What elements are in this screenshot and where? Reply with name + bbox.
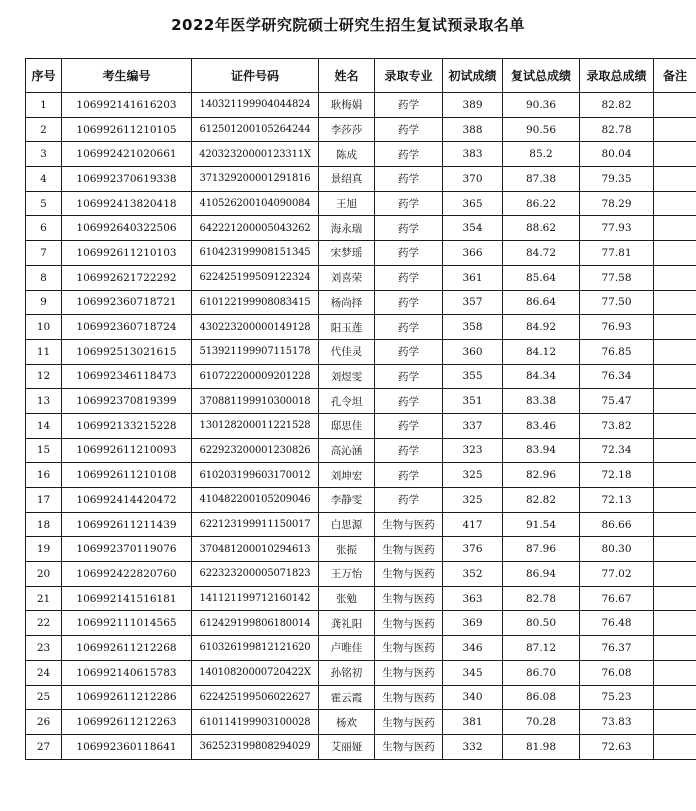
cell-candidate-no: 106992611210093	[62, 438, 192, 463]
cell-remarks	[654, 512, 696, 537]
cell-remarks	[654, 710, 696, 735]
cell-candidate-no: 106992413820418	[62, 191, 192, 216]
table-row	[26, 315, 696, 340]
cell-candidate-no: 106992111014565	[62, 611, 192, 636]
cell-seq: 22	[26, 611, 62, 636]
cell-seq: 17	[26, 488, 62, 513]
table-row	[26, 241, 696, 266]
cell-name: 龚礼阳	[319, 611, 375, 636]
cell-seq: 11	[26, 339, 62, 364]
cell-name: 景绍真	[319, 167, 375, 192]
cell-id-no: 370481200010294613	[192, 537, 319, 562]
cell-initial-score: 346	[443, 636, 503, 661]
cell-id-no: 610122199908083415	[192, 290, 319, 315]
cell-remarks	[654, 463, 696, 488]
cell-total-score: 77.81	[580, 241, 654, 266]
cell-seq: 20	[26, 562, 62, 587]
cell-seq: 24	[26, 660, 62, 685]
cell-initial-score: 325	[443, 488, 503, 513]
cell-major: 药学	[375, 488, 443, 513]
cell-name: 代佳灵	[319, 339, 375, 364]
cell-major: 生物与医药	[375, 537, 443, 562]
cell-total-score: 80.30	[580, 537, 654, 562]
cell-seq: 13	[26, 389, 62, 414]
cell-initial-score: 332	[443, 734, 503, 759]
cell-major: 药学	[375, 216, 443, 241]
cell-major: 药学	[375, 142, 443, 167]
cell-total-score: 75.23	[580, 685, 654, 710]
cell-id-no: 130128200011221528	[192, 413, 319, 438]
cell-retest-score: 83.38	[503, 389, 580, 414]
cell-name: 海永瑞	[319, 216, 375, 241]
cell-id-no: 371329200001291816	[192, 167, 319, 192]
cell-remarks	[654, 685, 696, 710]
cell-candidate-no: 106992611211439	[62, 512, 192, 537]
cell-candidate-no: 106992611210103	[62, 241, 192, 266]
cell-major: 药学	[375, 241, 443, 266]
header-seq: 序号	[26, 59, 62, 93]
cell-total-score: 78.29	[580, 191, 654, 216]
cell-retest-score: 84.72	[503, 241, 580, 266]
cell-total-score: 82.82	[580, 93, 654, 118]
cell-total-score: 76.67	[580, 586, 654, 611]
cell-initial-score: 366	[443, 241, 503, 266]
cell-initial-score: 381	[443, 710, 503, 735]
cell-id-no: 642221200005043262	[192, 216, 319, 241]
table-row	[26, 413, 696, 438]
cell-retest-score: 90.56	[503, 117, 580, 142]
header-id-no: 证件号码	[192, 59, 319, 93]
cell-name: 张振	[319, 537, 375, 562]
cell-initial-score: 323	[443, 438, 503, 463]
cell-retest-score: 87.12	[503, 636, 580, 661]
cell-initial-score: 363	[443, 586, 503, 611]
cell-retest-score: 83.94	[503, 438, 580, 463]
cell-name: 李莎莎	[319, 117, 375, 142]
table-row	[26, 364, 696, 389]
cell-initial-score: 369	[443, 611, 503, 636]
cell-name: 杨尚择	[319, 290, 375, 315]
cell-retest-score: 86.22	[503, 191, 580, 216]
cell-remarks	[654, 265, 696, 290]
header-major: 录取专业	[375, 59, 443, 93]
cell-seq: 21	[26, 586, 62, 611]
cell-name: 刘煜雯	[319, 364, 375, 389]
cell-seq: 2	[26, 117, 62, 142]
cell-remarks	[654, 562, 696, 587]
cell-initial-score: 358	[443, 315, 503, 340]
cell-name: 高沁涵	[319, 438, 375, 463]
cell-remarks	[654, 488, 696, 513]
cell-total-score: 72.63	[580, 734, 654, 759]
cell-remarks	[654, 167, 696, 192]
cell-total-score: 75.47	[580, 389, 654, 414]
table-row	[26, 463, 696, 488]
cell-name: 艾丽娅	[319, 734, 375, 759]
table-row	[26, 216, 696, 241]
cell-initial-score: 383	[443, 142, 503, 167]
table-row	[26, 710, 696, 735]
cell-remarks	[654, 734, 696, 759]
cell-initial-score: 370	[443, 167, 503, 192]
cell-seq: 12	[26, 364, 62, 389]
cell-initial-score: 325	[443, 463, 503, 488]
cell-total-score: 76.08	[580, 660, 654, 685]
cell-candidate-no: 106992611212263	[62, 710, 192, 735]
cell-id-no: 42032320000123311X	[192, 142, 319, 167]
cell-major: 药学	[375, 117, 443, 142]
cell-initial-score: 417	[443, 512, 503, 537]
cell-id-no: 622425199509122324	[192, 265, 319, 290]
cell-remarks	[654, 142, 696, 167]
cell-seq: 1	[26, 93, 62, 118]
cell-name: 卢唯佳	[319, 636, 375, 661]
cell-total-score: 80.04	[580, 142, 654, 167]
cell-id-no: 610722200009201228	[192, 364, 319, 389]
cell-remarks	[654, 413, 696, 438]
cell-total-score: 76.93	[580, 315, 654, 340]
cell-retest-score: 82.78	[503, 586, 580, 611]
cell-total-score: 86.66	[580, 512, 654, 537]
cell-major: 药学	[375, 463, 443, 488]
cell-remarks	[654, 389, 696, 414]
table-row	[26, 117, 696, 142]
cell-candidate-no: 106992611210108	[62, 463, 192, 488]
cell-major: 生物与医药	[375, 586, 443, 611]
cell-major: 生物与医药	[375, 611, 443, 636]
cell-major: 药学	[375, 339, 443, 364]
cell-remarks	[654, 339, 696, 364]
cell-candidate-no: 106992414420472	[62, 488, 192, 513]
cell-remarks	[654, 611, 696, 636]
cell-name: 霍云霞	[319, 685, 375, 710]
cell-name: 王旭	[319, 191, 375, 216]
table-row	[26, 660, 696, 685]
admission-list-table	[25, 58, 696, 760]
cell-candidate-no: 106992360718721	[62, 290, 192, 315]
cell-remarks	[654, 586, 696, 611]
cell-retest-score: 86.70	[503, 660, 580, 685]
cell-retest-score: 81.98	[503, 734, 580, 759]
cell-initial-score: 352	[443, 562, 503, 587]
cell-total-score: 76.37	[580, 636, 654, 661]
cell-candidate-no: 106992640322506	[62, 216, 192, 241]
cell-retest-score: 88.62	[503, 216, 580, 241]
cell-major: 药学	[375, 93, 443, 118]
cell-retest-score: 87.38	[503, 167, 580, 192]
table-row	[26, 389, 696, 414]
cell-id-no: 430223200000149128	[192, 315, 319, 340]
table-row	[26, 586, 696, 611]
table-body	[26, 93, 696, 760]
table-row	[26, 562, 696, 587]
cell-retest-score: 86.08	[503, 685, 580, 710]
cell-id-no: 622323200005071823	[192, 562, 319, 587]
cell-candidate-no: 106992360718724	[62, 315, 192, 340]
cell-seq: 9	[26, 290, 62, 315]
header-candidate-no: 考生编号	[62, 59, 192, 93]
table-row	[26, 339, 696, 364]
table-row	[26, 636, 696, 661]
cell-remarks	[654, 636, 696, 661]
cell-major: 药学	[375, 413, 443, 438]
cell-name: 杨欢	[319, 710, 375, 735]
cell-remarks	[654, 438, 696, 463]
table-row	[26, 685, 696, 710]
table-row	[26, 611, 696, 636]
cell-seq: 26	[26, 710, 62, 735]
cell-seq: 19	[26, 537, 62, 562]
cell-total-score: 77.58	[580, 265, 654, 290]
cell-candidate-no: 106992370119076	[62, 537, 192, 562]
cell-remarks	[654, 241, 696, 266]
table-row	[26, 142, 696, 167]
cell-seq: 16	[26, 463, 62, 488]
header-retest-score: 复试总成绩	[503, 59, 580, 93]
cell-id-no: 610114199903100028	[192, 710, 319, 735]
cell-major: 药学	[375, 315, 443, 340]
cell-retest-score: 82.96	[503, 463, 580, 488]
cell-id-no: 612501200105264244	[192, 117, 319, 142]
table-row	[26, 290, 696, 315]
cell-remarks	[654, 315, 696, 340]
cell-major: 生物与医药	[375, 636, 443, 661]
cell-remarks	[654, 290, 696, 315]
cell-initial-score: 388	[443, 117, 503, 142]
cell-candidate-no: 106992621722292	[62, 265, 192, 290]
cell-seq: 18	[26, 512, 62, 537]
cell-major: 药学	[375, 167, 443, 192]
cell-candidate-no: 106992346118473	[62, 364, 192, 389]
cell-total-score: 76.85	[580, 339, 654, 364]
cell-remarks	[654, 364, 696, 389]
cell-candidate-no: 106992140615783	[62, 660, 192, 685]
cell-seq: 14	[26, 413, 62, 438]
cell-seq: 3	[26, 142, 62, 167]
cell-initial-score: 354	[443, 216, 503, 241]
cell-candidate-no: 106992370819399	[62, 389, 192, 414]
cell-seq: 6	[26, 216, 62, 241]
cell-candidate-no: 106992611212268	[62, 636, 192, 661]
cell-id-no: 622923200001230826	[192, 438, 319, 463]
header-remarks: 备注	[654, 59, 696, 93]
cell-initial-score: 351	[443, 389, 503, 414]
cell-id-no: 610203199603170012	[192, 463, 319, 488]
cell-major: 生物与医药	[375, 734, 443, 759]
cell-initial-score: 337	[443, 413, 503, 438]
cell-remarks	[654, 216, 696, 241]
cell-seq: 25	[26, 685, 62, 710]
cell-retest-score: 84.92	[503, 315, 580, 340]
cell-candidate-no: 106992422820760	[62, 562, 192, 587]
cell-initial-score: 345	[443, 660, 503, 685]
cell-total-score: 73.83	[580, 710, 654, 735]
cell-name: 陈成	[319, 142, 375, 167]
cell-id-no: 362523199808294029	[192, 734, 319, 759]
cell-retest-score: 83.46	[503, 413, 580, 438]
table-row	[26, 167, 696, 192]
cell-total-score: 72.18	[580, 463, 654, 488]
table-row	[26, 512, 696, 537]
cell-id-no: 622123199911150017	[192, 512, 319, 537]
table-row	[26, 191, 696, 216]
cell-remarks	[654, 660, 696, 685]
table-row	[26, 265, 696, 290]
cell-id-no: 513921199907115178	[192, 339, 319, 364]
cell-id-no: 410482200105209046	[192, 488, 319, 513]
table-row	[26, 93, 696, 118]
cell-total-score: 76.34	[580, 364, 654, 389]
header-total-score: 录取总成绩	[580, 59, 654, 93]
cell-initial-score: 389	[443, 93, 503, 118]
cell-id-no: 610326199812121620	[192, 636, 319, 661]
cell-retest-score: 85.2	[503, 142, 580, 167]
cell-major: 药学	[375, 364, 443, 389]
cell-id-no: 410526200104090084	[192, 191, 319, 216]
cell-retest-score: 91.54	[503, 512, 580, 537]
table-row	[26, 537, 696, 562]
cell-total-score: 82.78	[580, 117, 654, 142]
cell-retest-score: 86.64	[503, 290, 580, 315]
cell-total-score: 77.93	[580, 216, 654, 241]
cell-major: 生物与医药	[375, 685, 443, 710]
cell-id-no: 612429199806180014	[192, 611, 319, 636]
cell-name: 邸思佳	[319, 413, 375, 438]
cell-retest-score: 85.64	[503, 265, 580, 290]
cell-major: 生物与医药	[375, 562, 443, 587]
cell-name: 孔令坦	[319, 389, 375, 414]
cell-initial-score: 365	[443, 191, 503, 216]
cell-total-score: 77.50	[580, 290, 654, 315]
cell-initial-score: 355	[443, 364, 503, 389]
cell-id-no: 370881199910300018	[192, 389, 319, 414]
cell-initial-score: 376	[443, 537, 503, 562]
cell-initial-score: 361	[443, 265, 503, 290]
cell-seq: 4	[26, 167, 62, 192]
cell-major: 药学	[375, 389, 443, 414]
cell-initial-score: 357	[443, 290, 503, 315]
cell-candidate-no: 106992611212286	[62, 685, 192, 710]
cell-name: 王万怡	[319, 562, 375, 587]
cell-id-no: 622425199506022627	[192, 685, 319, 710]
cell-initial-score: 360	[443, 339, 503, 364]
cell-total-score: 77.02	[580, 562, 654, 587]
cell-name: 刘喜荣	[319, 265, 375, 290]
cell-seq: 27	[26, 734, 62, 759]
cell-candidate-no: 106992513021615	[62, 339, 192, 364]
cell-major: 生物与医药	[375, 512, 443, 537]
header-name: 姓名	[319, 59, 375, 93]
cell-major: 药学	[375, 438, 443, 463]
page-title: 2022年医学研究院硕士研究生招生复试预录取名单	[171, 16, 525, 34]
cell-seq: 8	[26, 265, 62, 290]
cell-major: 药学	[375, 191, 443, 216]
cell-candidate-no: 106992421020661	[62, 142, 192, 167]
cell-name: 孙铭初	[319, 660, 375, 685]
table-row	[26, 488, 696, 513]
cell-candidate-no: 106992360118641	[62, 734, 192, 759]
cell-total-score: 72.13	[580, 488, 654, 513]
cell-id-no: 14010820000720422X	[192, 660, 319, 685]
cell-total-score: 72.34	[580, 438, 654, 463]
header-initial-score: 初试成绩	[443, 59, 503, 93]
cell-id-no: 140321199904044824	[192, 93, 319, 118]
cell-remarks	[654, 93, 696, 118]
cell-retest-score: 82.82	[503, 488, 580, 513]
cell-name: 阳玉莲	[319, 315, 375, 340]
cell-total-score: 79.35	[580, 167, 654, 192]
cell-candidate-no: 106992370619338	[62, 167, 192, 192]
cell-name: 李静雯	[319, 488, 375, 513]
cell-remarks	[654, 537, 696, 562]
table-row	[26, 438, 696, 463]
cell-retest-score: 84.12	[503, 339, 580, 364]
cell-major: 药学	[375, 265, 443, 290]
cell-seq: 23	[26, 636, 62, 661]
cell-retest-score: 86.94	[503, 562, 580, 587]
cell-seq: 15	[26, 438, 62, 463]
cell-major: 药学	[375, 290, 443, 315]
cell-name: 张勉	[319, 586, 375, 611]
cell-retest-score: 90.36	[503, 93, 580, 118]
cell-id-no: 610423199908151345	[192, 241, 319, 266]
cell-name: 宋梦瑶	[319, 241, 375, 266]
cell-total-score: 73.82	[580, 413, 654, 438]
cell-retest-score: 87.96	[503, 537, 580, 562]
cell-remarks	[654, 191, 696, 216]
cell-remarks	[654, 117, 696, 142]
cell-retest-score: 70.28	[503, 710, 580, 735]
cell-candidate-no: 106992133215228	[62, 413, 192, 438]
cell-retest-score: 80.50	[503, 611, 580, 636]
cell-candidate-no: 106992611210105	[62, 117, 192, 142]
cell-total-score: 76.48	[580, 611, 654, 636]
cell-major: 生物与医药	[375, 660, 443, 685]
cell-name: 刘坤宏	[319, 463, 375, 488]
cell-seq: 10	[26, 315, 62, 340]
cell-id-no: 141121199712160142	[192, 586, 319, 611]
cell-seq: 5	[26, 191, 62, 216]
cell-name: 白思源	[319, 512, 375, 537]
cell-major: 生物与医药	[375, 710, 443, 735]
cell-initial-score: 340	[443, 685, 503, 710]
table-header-row	[26, 59, 696, 93]
table-row	[26, 734, 696, 759]
cell-seq: 7	[26, 241, 62, 266]
cell-retest-score: 84.34	[503, 364, 580, 389]
cell-candidate-no: 106992141616203	[62, 93, 192, 118]
cell-candidate-no: 106992141516181	[62, 586, 192, 611]
cell-name: 耿梅娟	[319, 93, 375, 118]
